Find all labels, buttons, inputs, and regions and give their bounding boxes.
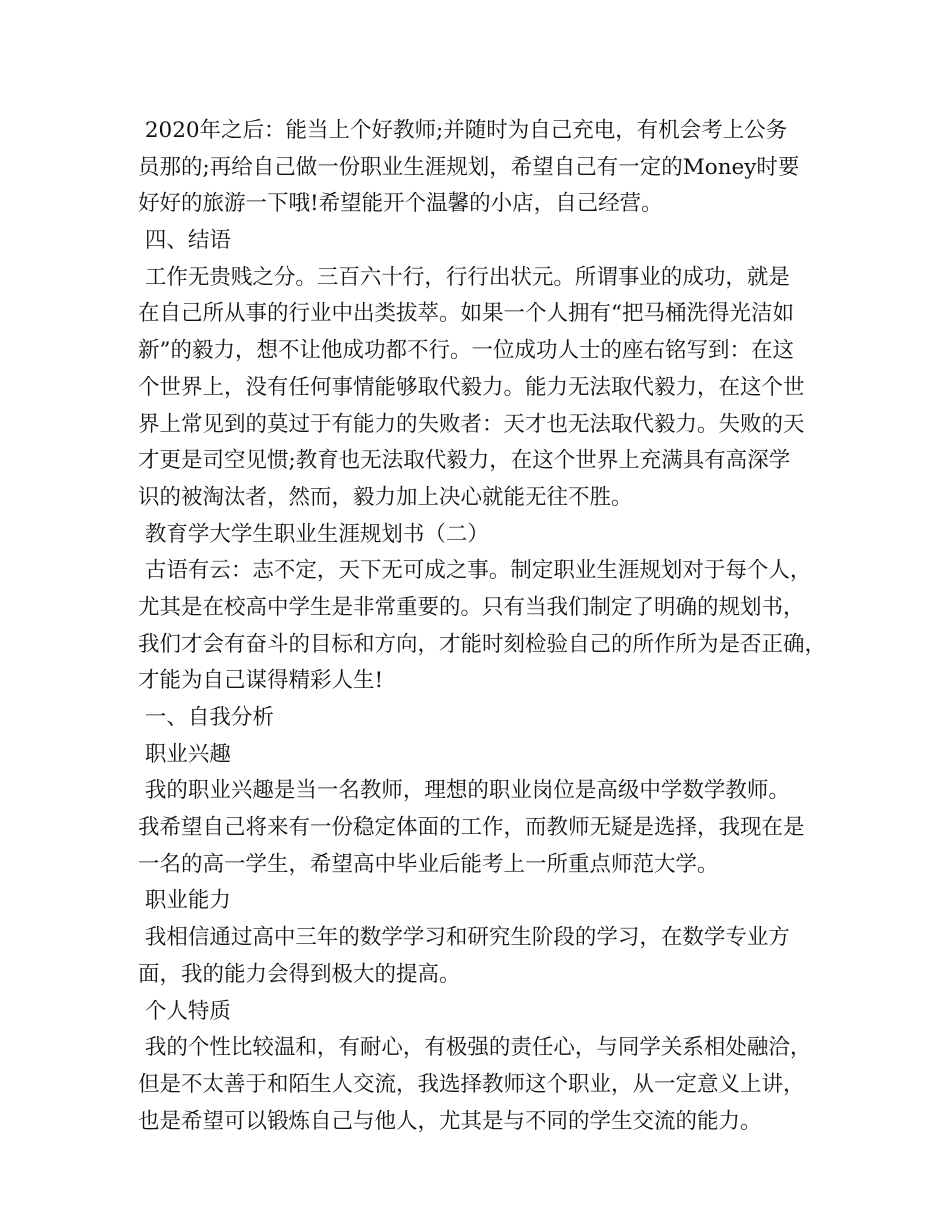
text-line: 工作无贵贱之分。三百六十行，行行出状元。所谓事业的成功，就是 [138,264,790,290]
text-line: 也是希望可以锻炼自己与他人，尤其是与不同的学生交流的能力。 [138,1108,762,1134]
document-page [138,113,828,1140]
text-line: 我相信通过高中三年的数学学习和研究生阶段的学习，在数学专业方 [138,925,790,951]
text-line: 我的职业兴趣是当一名教师，理想的职业岗位是高级中学数学教师。 [138,778,790,804]
text-line: 尤其是在校高中学生是非常重要的。只有当我们制定了明确的规划书， [138,594,805,620]
subsection-heading: 职业兴趣 [138,741,231,767]
text-line: 好好的旅游一下哦!希望能开个温馨的小店，自己经营。 [138,191,663,217]
text-line: 才能为自己谋得精彩人生! [138,668,384,694]
text-line: 我希望自己将来有一份稳定体面的工作，而教师无疑是选择，我现在是 [138,815,805,841]
text-line: 2020年之后：能当上个好教师;并随时为自己充电，有机会考上公务 [138,118,788,143]
subsection-heading: 职业能力 [138,888,231,914]
text-line: 我的个性比较温和，有耐心，有极强的责任心，与同学关系相处融洽， [138,1035,812,1061]
text-line: 在自己所从事的行业中出类拔萃。如果一个人拥有“把马桶洗得光洁如 [138,301,794,327]
text-line: 个世界上，没有任何事情能够取代毅力。能力无法取代毅力，在这个世 [138,374,805,400]
text-line: 识的被淘汰者，然而，毅力加上决心就能无往不胜。 [138,484,633,510]
text-line: 古语有云：志不定，天下无可成之事。制定职业生涯规划对于每个人， [138,558,812,584]
text-line: 员那的;再给自己做一份职业生涯规划，希望自己有一定的Money时要 [138,154,800,180]
text-line: 新”的毅力，想不让他成功都不行。一位成功人士的座右铭写到：在这 [138,338,794,364]
text-line: 一名的高一学生，希望高中毕业后能考上一所重点师范大学。 [138,851,719,877]
section-heading: 一、自我分析 [138,705,274,730]
text-line: 但是不太善于和陌生人交流，我选择教师这个职业，从一定意义上讲， [138,1071,805,1097]
section-heading: 四、结语 [138,228,231,254]
text-line: 我们才会有奋斗的目标和方向，才能时刻检验自己的所作所为是否正确， [138,631,827,657]
text-line: 界上常见到的莫过于有能力的失败者：天才也无法取代毅力。失败的天 [138,411,805,437]
text-line: 才更是司空见惯;教育也无法取代毅力，在这个世界上充满具有高深学 [138,448,791,474]
document-subtitle: 教育学大学生职业生涯规划书（二） [138,521,489,547]
text-line: 面，我的能力会得到极大的提高。 [138,961,461,987]
subsection-heading: 个人特质 [138,998,231,1024]
